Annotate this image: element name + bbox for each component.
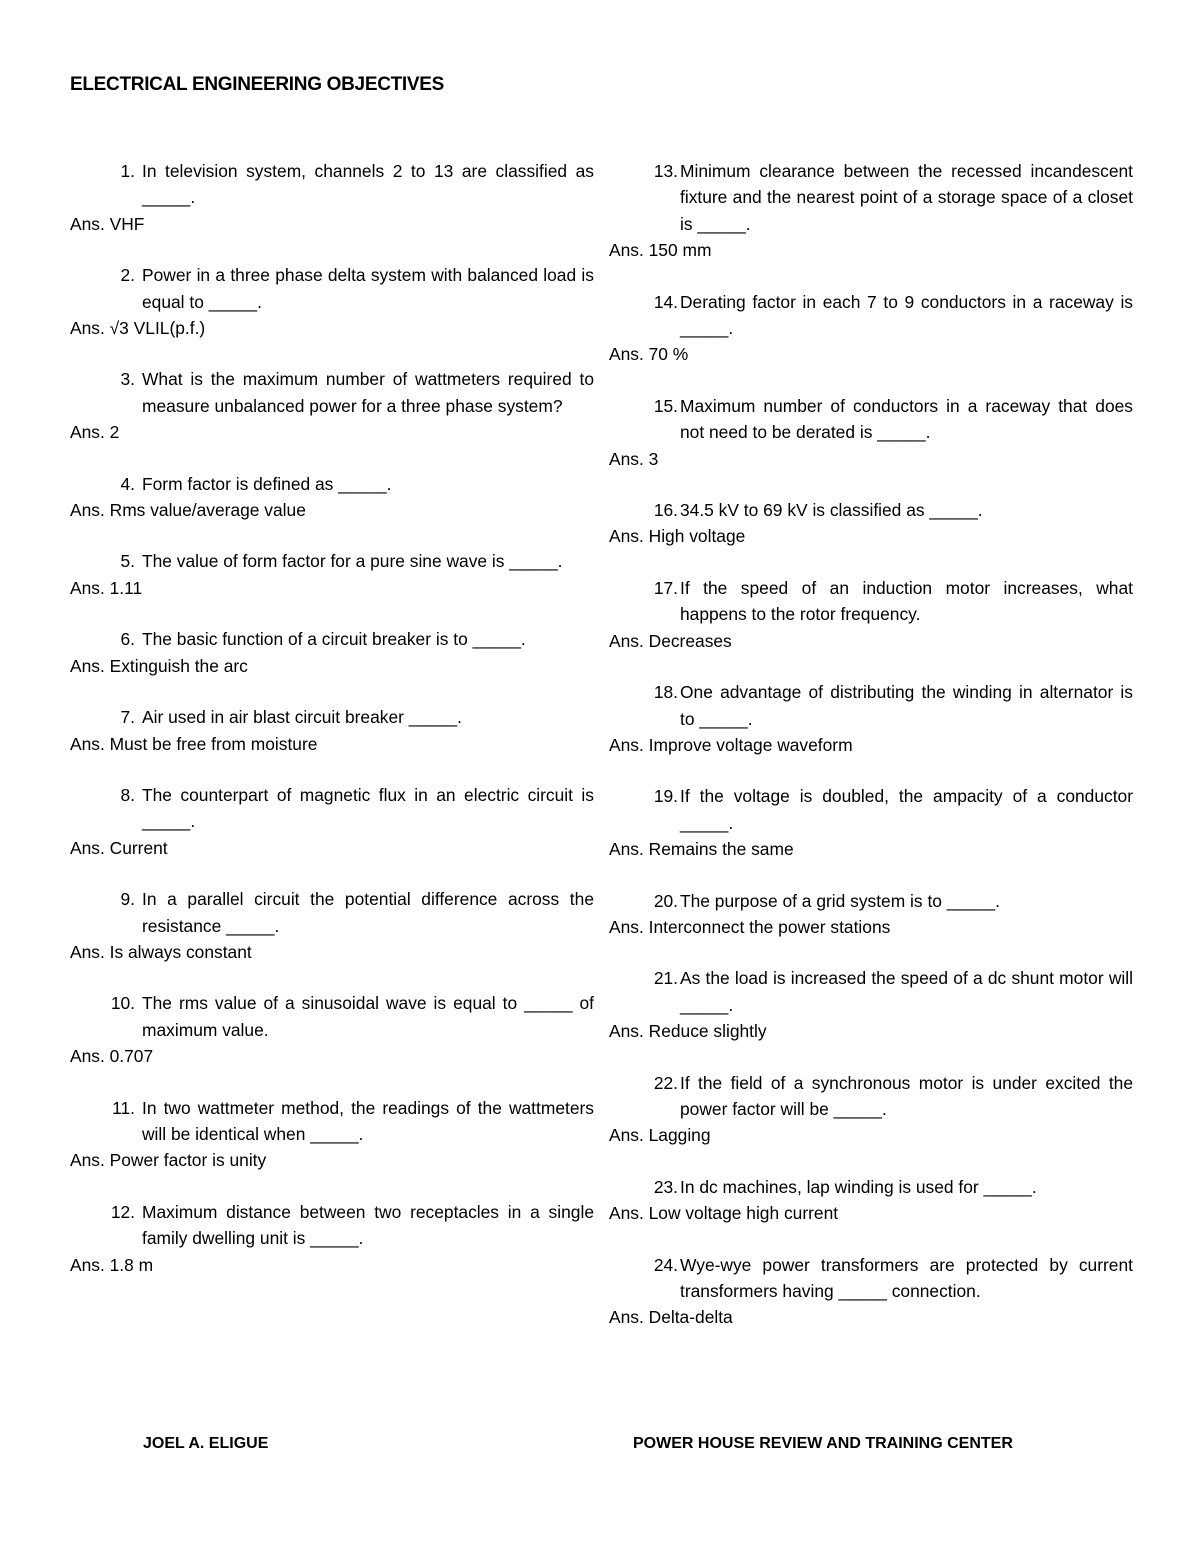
question-item xyxy=(609,1252,1133,1331)
left-question-column xyxy=(70,158,594,1303)
question-text: In two wattmeter method, the readings of the wattmeters will be identical when _____. xyxy=(142,1097,594,1144)
answer-text: Ans. Is always constant xyxy=(70,941,252,962)
question-item xyxy=(70,1199,594,1278)
question-text: Derating factor in each 7 to 9 conductors in a raceway is _____. xyxy=(680,291,1133,339)
question-number: 6. xyxy=(120,629,135,650)
question-item xyxy=(70,158,594,237)
question-number: 9. xyxy=(120,889,135,910)
question-number: 13. xyxy=(653,161,678,181)
question-number: 12. xyxy=(110,1201,135,1222)
question-text: What is the maximum number of wattmeters required to measure unbalanced power for a three phase system? xyxy=(142,369,594,416)
question-item xyxy=(70,990,594,1069)
question-number: 20. xyxy=(653,890,678,911)
question-item xyxy=(70,1095,594,1174)
question-text: Maximum number of conductors in a raceway that does not need to be derated is _____. xyxy=(680,395,1133,443)
answer-text: Ans. Rms value/average value xyxy=(70,500,306,521)
question-number: 3. xyxy=(120,369,135,390)
answer-text: Ans. 150 mm xyxy=(609,240,712,261)
answer-text: Ans. Power factor is unity xyxy=(70,1150,267,1171)
question-item xyxy=(70,886,594,965)
answer-text: Ans. Reduce slightly xyxy=(609,1021,767,1042)
question-text: The value of form factor for a pure sine wave is _____. xyxy=(142,551,563,572)
answer-text: Ans. Interconnect the power stations xyxy=(609,916,891,937)
question-number: 24. xyxy=(653,1254,678,1275)
question-number: 8. xyxy=(120,784,135,805)
answer-text: Ans. 70 % xyxy=(609,344,689,365)
question-text: In television system, channels 2 to 13 are classified as _____. xyxy=(142,161,594,208)
question-item xyxy=(609,1174,1133,1227)
question-item xyxy=(609,783,1133,862)
answer-text: Ans. VHF xyxy=(70,213,145,234)
question-text: The purpose of a grid system is to _____. xyxy=(680,890,1000,911)
answer-text: Ans. Lagging xyxy=(609,1125,711,1146)
question-text: 34.5 kV to 69 kV is classified as _____. xyxy=(680,500,983,521)
question-text: The basic function of a circuit breaker is to _____. xyxy=(142,629,526,650)
question-item xyxy=(70,366,594,445)
question-number: 2. xyxy=(120,265,135,286)
question-text: Maximum distance between two receptacles in a single family dwelling unit is _____. xyxy=(142,1201,594,1249)
question-text: Minimum clearance between the recessed incandescent fixture and the nearest point of a storage space of a closet is _____. xyxy=(680,161,1133,234)
footer-author: JOEL A. ELIGUE xyxy=(143,1435,269,1452)
answer-text: Ans. Low voltage high current xyxy=(609,1203,839,1224)
answer-text: Ans. Decreases xyxy=(609,630,732,651)
question-text: If the field of a synchronous motor is under excited the power factor will be _____. xyxy=(680,1072,1133,1119)
question-text: The counterpart of magnetic flux in an electric circuit is _____. xyxy=(142,784,594,832)
answer-text: Ans. Remains the same xyxy=(609,839,794,860)
answer-text: Ans. Current xyxy=(70,837,168,858)
page-title: ELECTRICAL ENGINEERING OBJECTIVES xyxy=(70,74,445,95)
question-item xyxy=(609,158,1133,264)
answer-text: Ans. Delta-delta xyxy=(609,1307,733,1328)
question-text: Wye-wye power transformers are protected by current transformers having _____ connection. xyxy=(680,1254,1133,1301)
question-number: 23. xyxy=(653,1176,678,1197)
question-text: As the load is increased the speed of a dc shunt motor will _____. xyxy=(680,968,1133,1015)
answer-text: Ans. Improve voltage waveform xyxy=(609,734,853,755)
question-item xyxy=(609,497,1133,550)
answer-text: Ans. 0.707 xyxy=(70,1046,154,1067)
question-item xyxy=(609,393,1133,472)
question-item xyxy=(609,1070,1133,1149)
question-text: One advantage of distributing the winding in alternator is to _____. xyxy=(680,682,1133,729)
question-item xyxy=(70,626,594,679)
answer-text: Ans. High voltage xyxy=(609,526,746,547)
question-item xyxy=(70,782,594,861)
question-text: Form factor is defined as _____. xyxy=(142,473,392,494)
question-number: 21. xyxy=(653,968,678,989)
question-number: 1. xyxy=(120,161,135,181)
right-question-column xyxy=(609,158,1133,1356)
question-item xyxy=(609,679,1133,758)
question-number: 4. xyxy=(120,473,135,494)
question-text: In dc machines, lap winding is used for _____. xyxy=(680,1176,1037,1197)
question-item xyxy=(70,704,594,757)
footer-center-name: POWER HOUSE REVIEW AND TRAINING CENTER xyxy=(633,1435,1013,1452)
question-item xyxy=(70,548,594,601)
question-number: 17. xyxy=(653,577,678,598)
question-number: 10. xyxy=(110,993,135,1014)
question-item xyxy=(609,888,1133,941)
question-number: 22. xyxy=(653,1072,678,1093)
question-number: 14. xyxy=(653,291,678,312)
answer-text: Ans. 1.11 xyxy=(70,577,143,598)
question-number: 5. xyxy=(120,551,135,572)
question-text: If the voltage is doubled, the ampacity of a conductor _____. xyxy=(680,786,1133,833)
answer-text: Ans. Extinguish the arc xyxy=(70,655,248,676)
answer-text: Ans. √3 VLIL(p.f.) xyxy=(70,318,206,339)
question-number: 7. xyxy=(120,707,135,728)
question-item xyxy=(609,575,1133,654)
question-number: 11. xyxy=(112,1097,135,1118)
question-item xyxy=(609,965,1133,1044)
answer-text: Ans. 2 xyxy=(70,422,120,443)
question-number: 15. xyxy=(653,395,678,416)
question-text: If the speed of an induction motor increases, what happens to the rotor frequency. xyxy=(680,577,1133,625)
question-text: Power in a three phase delta system with balanced load is equal to _____. xyxy=(142,265,594,312)
question-number: 18. xyxy=(653,682,678,703)
question-item xyxy=(609,289,1133,368)
question-item xyxy=(70,471,594,524)
answer-text: Ans. 1.8 m xyxy=(70,1254,154,1275)
question-text: The rms value of a sinusoidal wave is equal to _____ of maximum value. xyxy=(142,993,594,1040)
question-number: 16. xyxy=(653,500,678,521)
answer-text: Ans. 3 xyxy=(609,448,659,469)
question-text: Air used in air blast circuit breaker _____. xyxy=(142,707,462,728)
question-number: 19. xyxy=(653,786,678,807)
answer-text: Ans. Must be free from moisture xyxy=(70,733,318,754)
question-text: In a parallel circuit the potential difference across the resistance _____. xyxy=(142,889,594,936)
question-item xyxy=(70,262,594,341)
